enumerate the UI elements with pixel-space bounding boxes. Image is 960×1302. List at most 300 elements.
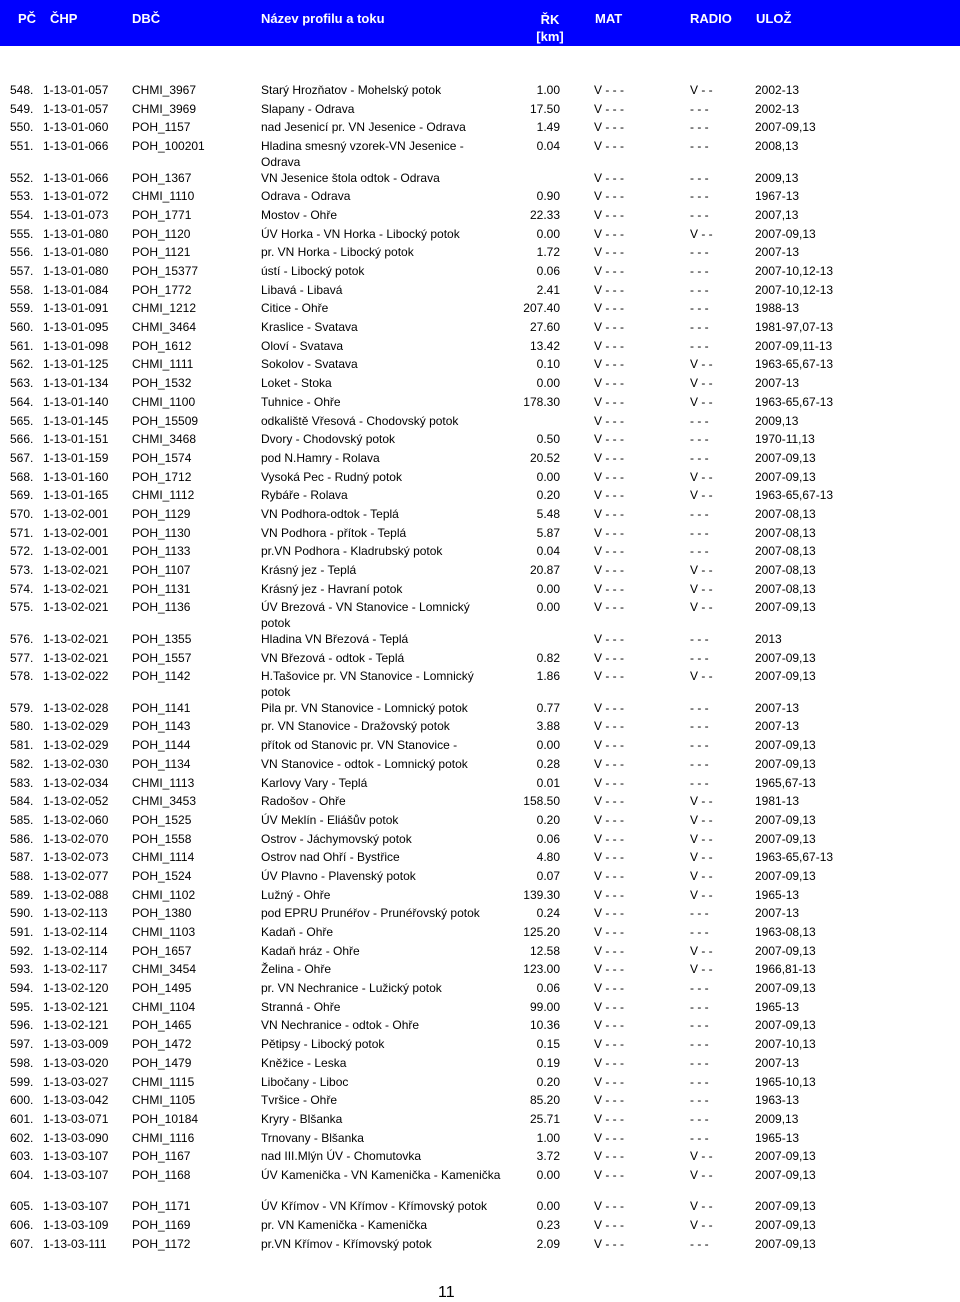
row-uloz: 2007-09,13 [755, 1236, 816, 1251]
table-row [0, 1092, 960, 1111]
row-chp: 1-13-02-028 [43, 700, 109, 715]
row-chp: 1-13-01-072 [43, 189, 109, 204]
row-rk: 0.20 [536, 812, 560, 827]
row-dbc: POH_1524 [132, 868, 192, 883]
row-mat: V - - - [594, 338, 624, 353]
row-mat: V - - - [594, 139, 624, 154]
row-radio: - - - [690, 700, 709, 715]
row-dbc: CHMI_1110 [132, 189, 195, 204]
row-pc: 585. [10, 812, 34, 827]
row-mat: V - - - [594, 868, 624, 883]
row-dbc: POH_1121 [132, 245, 191, 260]
row-name: VN Březová - odtok - Teplá [261, 650, 405, 665]
row-pc: 587. [10, 850, 34, 865]
row-radio: V - - [690, 226, 713, 241]
row-dbc: CHMI_1104 [132, 999, 196, 1014]
row-pc: 594. [10, 981, 34, 996]
row-name: Pila pr. VN Stanovice - Lomnický potok [261, 700, 468, 715]
table-row [0, 849, 960, 868]
row-rk: 123.00 [523, 962, 560, 977]
row-uloz: 2007-09,13 [755, 738, 816, 753]
row-name: Kadaň hráz - Ohře [261, 943, 360, 958]
row-pc: 591. [10, 925, 34, 939]
row-mat: V - - - [594, 245, 624, 260]
row-pc: 578. [10, 669, 34, 684]
row-pc: 574. [10, 581, 34, 596]
table-row [0, 868, 960, 887]
row-pc: 593. [10, 962, 34, 977]
row-pc: 556. [10, 245, 34, 260]
row-uloz: 2007-10,12-13 [755, 264, 834, 278]
row-chp: 1-13-01-073 [43, 207, 109, 222]
row-mat: V - - - [594, 962, 624, 977]
row-uloz: 2007-09,13 [755, 1149, 816, 1164]
row-radio: - - - [690, 1093, 709, 1108]
row-rk: 0.20 [536, 488, 560, 503]
row-dbc: POH_1495 [132, 981, 192, 996]
row-uloz: 1981-13 [755, 794, 800, 809]
row-chp: 1-13-01-057 [43, 83, 109, 97]
row-radio: V - - [690, 1149, 713, 1164]
row-mat: V - - - [594, 581, 624, 596]
row-uloz: 2007-08,13 [755, 506, 816, 521]
row-pc: 567. [10, 450, 34, 465]
row-radio: V - - [690, 812, 713, 827]
header-pc: PČ [18, 11, 37, 26]
row-pc: 588. [10, 868, 34, 883]
row-radio: - - - [690, 775, 709, 790]
row-radio: V - - [690, 1167, 713, 1182]
row-uloz: 2007-13 [755, 245, 800, 260]
row-rk: 0.00 [536, 738, 560, 753]
row-chp: 1-13-02-073 [43, 850, 109, 865]
row-name: Libočany - Liboc [261, 1074, 349, 1089]
row-pc: 550. [10, 120, 34, 135]
row-radio: V - - [690, 600, 713, 615]
row-rk: 0.77 [536, 700, 560, 715]
row-uloz: 1963-65,67-13 [755, 488, 834, 503]
header-rk [530, 11, 570, 45]
page-number: 11 [438, 1284, 455, 1301]
row-chp: 1-13-02-021 [43, 581, 109, 596]
row-dbc: POH_1558 [132, 831, 192, 846]
row-uloz: 2007-09,13 [755, 450, 816, 465]
row-dbc: POH_1479 [132, 1055, 192, 1070]
row-mat: V - - - [594, 189, 624, 204]
row-chp: 1-13-03-107 [43, 1199, 109, 1214]
row-name: Pětipsy - Libocký potok [261, 1037, 385, 1052]
row-mat: V - - - [594, 943, 624, 958]
row-name: Tuhnice - Ohře [261, 394, 341, 409]
row-chp: 1-13-02-021 [43, 631, 109, 646]
row-uloz: 2007-09,11-13 [755, 338, 833, 353]
row-uloz: 2008,13 [755, 139, 799, 154]
header-rk-line1: ŘK [540, 12, 560, 27]
row-uloz: 2007-09,13 [755, 943, 816, 958]
row-mat: V - - - [594, 1167, 624, 1182]
row-radio: - - - [690, 1236, 709, 1251]
row-dbc: POH_1172 [132, 1236, 191, 1251]
row-rk: 0.00 [536, 581, 560, 596]
row-uloz: 2007-09,13 [755, 868, 816, 883]
header-uloz: ULOŽ [756, 11, 792, 26]
row-dbc: CHMI_1111 [132, 357, 194, 372]
row-radio: - - - [690, 756, 709, 771]
table-row [0, 1055, 960, 1074]
row-pc: 573. [10, 563, 34, 577]
row-pc: 568. [10, 469, 34, 484]
row-dbc: POH_1171 [132, 1199, 191, 1214]
row-radio: V - - [690, 887, 713, 902]
row-name: Želina - Ohře [261, 962, 332, 977]
row-uloz: 1981-97,07-13 [755, 320, 834, 335]
header-chp: ČHP [50, 11, 78, 26]
row-dbc: CHMI_3468 [132, 432, 197, 447]
table-row [0, 138, 960, 170]
row-radio: - - - [690, 207, 709, 222]
row-name: pod EPRU Prunéřov - Prunéřovský potok [261, 906, 480, 921]
row-rk: 0.06 [536, 831, 560, 846]
row-chp: 1-13-01-160 [43, 469, 109, 484]
table-row [0, 170, 960, 189]
row-pc: 579. [10, 700, 34, 715]
row-dbc: POH_1144 [132, 738, 191, 753]
row-name: Slapany - Odrava [261, 101, 355, 116]
row-uloz: 1970-11,13 [755, 432, 815, 447]
row-mat: V - - - [594, 1018, 624, 1033]
row-mat: V - - - [594, 450, 624, 465]
row-name: Citice - Ohře [261, 301, 329, 316]
row-pc: 595. [10, 999, 34, 1014]
row-mat: V - - - [594, 831, 624, 846]
row-mat: V - - - [594, 775, 624, 790]
row-rk: 0.00 [536, 469, 560, 484]
row-mat: V - - - [594, 1074, 624, 1089]
row-chp: 1-13-01-091 [43, 301, 109, 316]
row-dbc: CHMI_3454 [132, 962, 197, 977]
row-rk: 139.30 [523, 887, 560, 902]
row-name: Kraslice - Svatava [261, 320, 358, 335]
row-uloz: 2007-09,13 [755, 120, 816, 135]
row-chp: 1-13-02-029 [43, 738, 109, 753]
row-pc: 583. [10, 775, 34, 790]
row-dbc: POH_1771 [132, 207, 192, 222]
row-pc: 576. [10, 631, 34, 646]
table-row [0, 812, 960, 831]
table-row [0, 1111, 960, 1130]
table-row [0, 668, 960, 700]
row-uloz: 2007-08,13 [755, 563, 816, 577]
row-chp: 1-13-02-001 [43, 506, 109, 521]
row-uloz: 1963-65,67-13 [755, 394, 834, 409]
table-row [0, 599, 960, 631]
table-row [0, 487, 960, 506]
row-radio: V - - [690, 563, 713, 577]
table-row [0, 961, 960, 980]
table-row [0, 101, 960, 120]
row-dbc: POH_1142 [132, 669, 191, 684]
table-row [0, 356, 960, 375]
row-chp: 1-13-03-107 [43, 1149, 109, 1164]
row-rk: 158.50 [523, 794, 560, 809]
row-uloz: 2007-13 [755, 1055, 800, 1070]
row-chp: 1-13-03-042 [43, 1093, 109, 1108]
row-chp: 1-13-03-090 [43, 1130, 109, 1145]
table-row [0, 1130, 960, 1149]
row-dbc: POH_1157 [132, 120, 191, 135]
row-name: VN Nechranice - odtok - Ohře [261, 1018, 420, 1033]
row-rk: 0.04 [536, 139, 560, 154]
row-pc: 564. [10, 394, 34, 409]
row-radio: - - - [690, 245, 709, 260]
row-name: Lužný - Ohře [261, 887, 331, 902]
row-name: nad Jesenicí pr. VN Jesenice - Odrava [261, 120, 466, 135]
table-row [0, 775, 960, 794]
row-chp: 1-13-02-117 [43, 962, 108, 977]
row-mat: V - - - [594, 264, 624, 278]
row-dbc: POH_1712 [132, 469, 192, 484]
row-rk: 0.24 [536, 906, 560, 921]
row-name: Dvory - Chodovský potok [261, 432, 396, 447]
row-pc: 607. [10, 1236, 34, 1251]
row-name: Vysoká Pec - Rudný potok [261, 469, 402, 484]
row-dbc: CHMI_3464 [132, 320, 197, 335]
row-name: přítok od Stanovic pr. VN Stanovice - [261, 738, 458, 753]
row-name: Starý Hrozňatov - Mohelský potok [261, 83, 442, 97]
row-mat: V - - - [594, 413, 624, 428]
table-row [0, 82, 960, 101]
row-name: Rybáře - Rolava [261, 488, 348, 503]
table-row [0, 1148, 960, 1167]
row-pc: 554. [10, 207, 34, 222]
row-mat: V - - - [594, 925, 624, 939]
row-chp: 1-13-02-077 [43, 868, 109, 883]
row-dbc: POH_15509 [132, 413, 199, 428]
row-dbc: CHMI_3967 [132, 83, 197, 97]
row-name: Oloví - Svatava [261, 338, 344, 353]
table-row [0, 1217, 960, 1236]
row-chp: 1-13-01-151 [43, 432, 109, 447]
row-uloz: 2007-13 [755, 719, 800, 734]
row-radio: V - - [690, 469, 713, 484]
row-uloz: 1967-13 [755, 189, 800, 204]
row-name: ústí - Libocký potok [261, 264, 365, 278]
row-name: Krásný jez - Teplá [261, 563, 357, 577]
table-row [0, 394, 960, 413]
row-radio: - - - [690, 1037, 709, 1052]
row-radio: - - - [690, 925, 709, 939]
row-uloz: 2007,13 [755, 207, 799, 222]
row-radio: - - - [690, 544, 709, 559]
row-chp: 1-13-03-020 [43, 1055, 109, 1070]
row-radio: - - - [690, 450, 709, 465]
table-row [0, 905, 960, 924]
row-mat: V - - - [594, 1130, 624, 1145]
row-name: Stranná - Ohře [261, 999, 341, 1014]
row-name: VN Stanovice - odtok - Lomnický potok [261, 756, 468, 771]
row-uloz: 1965-13 [755, 999, 800, 1014]
row-name: H.Tašovice pr. VN Stanovice - Lomnický potok [261, 669, 474, 700]
row-pc: 586. [10, 831, 34, 846]
row-chp: 1-13-01-060 [43, 120, 109, 135]
row-rk: 0.00 [536, 226, 560, 241]
row-chp: 1-13-02-114 [43, 943, 108, 958]
table-row [0, 431, 960, 450]
row-rk: 207.40 [523, 301, 560, 316]
row-radio: - - - [690, 738, 709, 753]
row-radio: - - - [690, 432, 709, 447]
table-row [0, 413, 960, 432]
table-row [0, 319, 960, 338]
row-name: VN Podhora-odtok - Teplá [261, 506, 399, 521]
row-uloz: 2007-13 [755, 700, 800, 715]
table-row [0, 543, 960, 562]
row-chp: 1-13-03-107 [43, 1167, 109, 1182]
row-pc: 575. [10, 600, 34, 615]
row-rk: 85.20 [529, 1093, 560, 1108]
row-radio: - - - [690, 999, 709, 1014]
row-dbc: CHMI_1114 [132, 850, 195, 865]
row-mat: V - - - [594, 320, 624, 335]
row-rk: 3.88 [536, 719, 560, 734]
row-radio: V - - [690, 850, 713, 865]
row-rk: 0.90 [536, 189, 560, 204]
row-dbc: POH_1657 [132, 943, 192, 958]
row-uloz: 2007-08,13 [755, 581, 816, 596]
row-dbc: POH_1141 [132, 700, 191, 715]
row-uloz: 2007-08,13 [755, 544, 816, 559]
row-chp: 1-13-02-021 [43, 650, 109, 665]
row-mat: V - - - [594, 850, 624, 865]
table-row [0, 980, 960, 999]
row-mat: V - - - [594, 83, 624, 97]
row-name: pr. VN Nechranice - Lužický potok [261, 981, 442, 996]
table-row [0, 119, 960, 138]
row-dbc: POH_1772 [132, 282, 192, 297]
row-chp: 1-13-02-070 [43, 831, 109, 846]
row-mat: V - - - [594, 207, 624, 222]
row-name: Radošov - Ohře [261, 794, 346, 809]
row-chp: 1-13-01-080 [43, 245, 109, 260]
row-pc: 555. [10, 226, 34, 241]
row-radio: - - - [690, 981, 709, 996]
row-uloz: 1965-13 [755, 1130, 800, 1145]
row-dbc: CHMI_1212 [132, 301, 197, 316]
row-radio: V - - [690, 376, 713, 391]
row-pc: 606. [10, 1218, 34, 1233]
row-rk: 0.20 [536, 1074, 560, 1089]
row-radio: V - - [690, 962, 713, 977]
row-radio: - - - [690, 506, 709, 521]
table-row [0, 943, 960, 962]
row-mat: V - - - [594, 700, 624, 715]
table-row [0, 756, 960, 775]
row-pc: 599. [10, 1074, 34, 1089]
row-chp: 1-13-01-134 [43, 376, 109, 391]
row-chp: 1-13-02-030 [43, 756, 109, 771]
row-rk: 1.49 [536, 120, 560, 135]
row-uloz: 1963-13 [755, 1093, 800, 1108]
row-mat: V - - - [594, 301, 624, 316]
row-mat: V - - - [594, 1111, 624, 1126]
row-radio: V - - [690, 1218, 713, 1233]
row-uloz: 2007-09,13 [755, 812, 816, 827]
row-mat: V - - - [594, 669, 624, 684]
row-radio: V - - [690, 581, 713, 596]
row-rk: 2.09 [536, 1236, 560, 1251]
row-dbc: POH_1169 [132, 1218, 191, 1233]
row-chp: 1-13-01-159 [43, 450, 109, 465]
row-chp: 1-13-02-029 [43, 719, 109, 734]
row-mat: V - - - [594, 101, 624, 116]
row-name: pr. VN Stanovice - Dražovský potok [261, 719, 450, 734]
row-radio: V - - [690, 868, 713, 883]
row-chp: 1-13-02-113 [43, 906, 108, 921]
row-chp: 1-13-02-114 [43, 925, 108, 939]
row-dbc: POH_1167 [132, 1149, 191, 1164]
row-name: Kněžice - Leska [261, 1055, 347, 1070]
row-chp: 1-13-01-140 [43, 394, 109, 409]
row-pc: 577. [10, 650, 34, 665]
row-name: Kryry - Blšanka [261, 1111, 343, 1126]
row-uloz: 1963-65,67-13 [755, 850, 834, 865]
row-radio: V - - [690, 488, 713, 503]
row-name: pr.VN Podhora - Kladrubský potok [261, 544, 443, 559]
row-name: ÚV Horka - VN Horka - Libocký potok [261, 226, 460, 241]
table-row [0, 226, 960, 245]
row-rk: 12.58 [529, 943, 560, 958]
table-row [0, 1198, 960, 1217]
row-chp: 1-13-02-021 [43, 600, 109, 615]
row-rk: 0.19 [536, 1055, 560, 1070]
row-pc: 590. [10, 906, 34, 921]
row-pc: 563. [10, 376, 34, 391]
row-chp: 1-13-02-021 [43, 563, 109, 577]
row-rk: 0.00 [536, 1199, 560, 1214]
row-name: Libavá - Libavá [261, 282, 343, 297]
row-pc: 598. [10, 1055, 34, 1070]
row-dbc: POH_1133 [132, 544, 191, 559]
row-mat: V - - - [594, 563, 624, 577]
row-rk: 2.41 [536, 282, 560, 297]
row-chp: 1-13-02-121 [43, 999, 109, 1014]
row-dbc: POH_1107 [132, 563, 191, 577]
row-name: ÚV Brezová - VN Stanovice - Lomnický potok [261, 600, 470, 631]
row-rk: 25.71 [529, 1111, 560, 1126]
row-uloz: 2007-10,12-13 [755, 282, 834, 297]
row-name: odkaliště Vřesová - Chodovský potok [261, 413, 459, 428]
row-mat: V - - - [594, 1055, 624, 1070]
row-pc: 552. [10, 170, 34, 185]
table-row [0, 1036, 960, 1055]
row-dbc: POH_1612 [132, 338, 192, 353]
row-uloz: 2007-09,13 [755, 1018, 816, 1033]
table-row [0, 700, 960, 719]
row-radio: - - - [690, 413, 709, 428]
row-mat: V - - - [594, 794, 624, 809]
row-pc: 557. [10, 264, 34, 278]
row-chp: 1-13-03-071 [43, 1111, 109, 1126]
row-pc: 603. [10, 1149, 34, 1164]
row-pc: 600. [10, 1093, 34, 1108]
row-dbc: POH_1131 [132, 581, 191, 596]
row-mat: V - - - [594, 1037, 624, 1052]
row-uloz: 2002-13 [755, 101, 800, 116]
row-name: Tvršice - Ohře [261, 1093, 338, 1108]
row-mat: V - - - [594, 432, 624, 447]
row-pc: 558. [10, 282, 34, 297]
row-uloz: 2009,13 [755, 1111, 799, 1126]
